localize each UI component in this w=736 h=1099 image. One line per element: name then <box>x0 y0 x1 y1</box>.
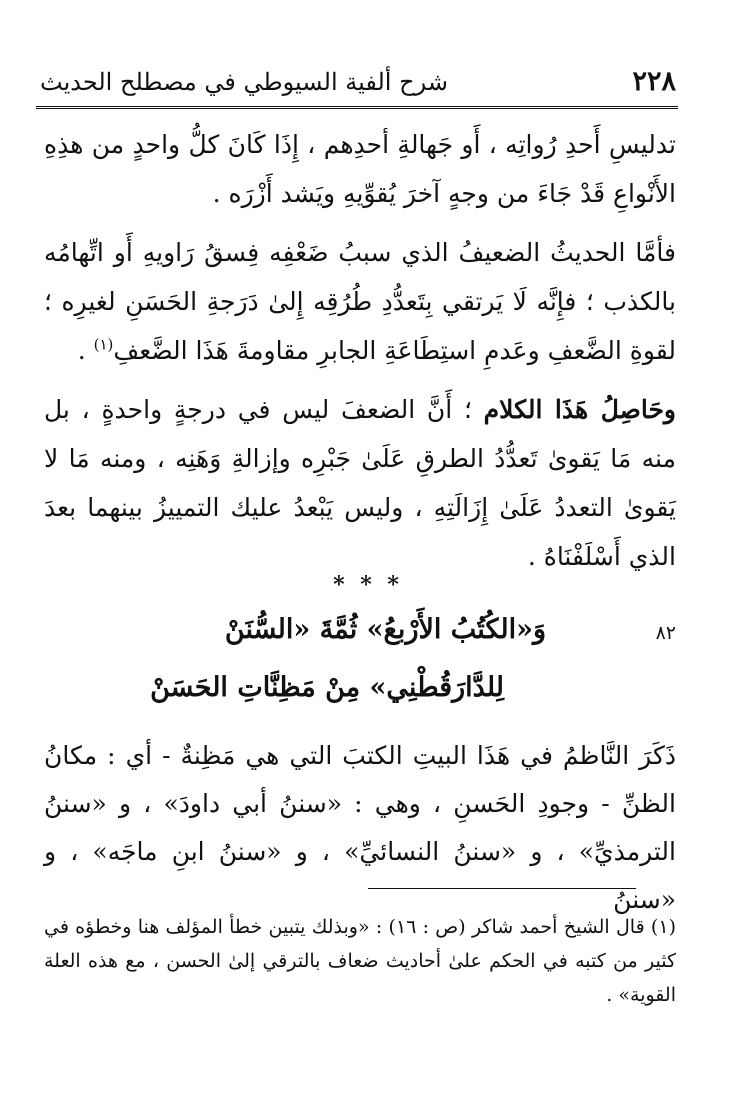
page-header <box>40 62 676 102</box>
paragraph-2-trail: . <box>77 336 94 365</box>
paragraph-3 <box>44 385 676 581</box>
paragraph-3-lead: وحَاصِلُ هَذَا الكلام <box>483 395 676 424</box>
header-divider <box>36 106 678 109</box>
paragraph-1-text: تدليسِ أَحدِ رُواتِه ، أَو جَهالةِ أحدِهم ، إِذَا كَانَ كلُّ واحدٍ من هذِهِ الأَنْواعِ قَدْ جَاءَ من وجهٍ آخرَ يُقوِّيهِ ويَشد أَزْرَه . <box>44 130 676 208</box>
page-number: ٢٢٨ <box>632 66 676 97</box>
verse-number: ٨٢ <box>655 622 676 644</box>
commentary-text <box>44 732 676 924</box>
commentary-paragraph: ذَكَرَ النَّاظمُ في هَذَا البيتِ الكتبَ التي هي مَظِنةٌ - أي : مكانُ الظنِّ - وجودِ الحَسنِ ، وهي : «سننُ أبي داودَ» ، و «سننُ الترمذيِّ» ، و «سننُ النسائيِّ» ، و «سننُ ابنِ ماجَه» ، و «سننُ <box>44 741 676 914</box>
paragraph-2-text: فأمَّا الحديثُ الضعيفُ الذي سببُ ضَعْفِه فِسقُ رَاويهِ أَو اتِّهامُه بالكذب ؛ فإِنَّه لَا يَرتقي بِتَعدُّدِ طُرُقِه إِلىٰ دَرَجةِ الحَسَنِ لغيرِه ؛ لقوةِ الضَّعفِ وعَدمِ استِطَاعَةِ الجابرِ مقاومةَ هَذَا الضَّعفِ <box>44 238 676 365</box>
footnotes <box>44 910 676 1012</box>
paragraph-1 <box>44 120 676 218</box>
footnote-marker[interactable]: (١) <box>93 335 114 354</box>
section-separator: * * * <box>333 572 403 598</box>
footnote-1-text: قال الشيخ أحمد شاكر (ص : ١٦) : «وبذلك يتبين خطأ المؤلف هنا وخطؤه في كثير من كتبه في الحكم علىٰ أحاديث ضعاف بالترقي إلىٰ الحسن ، مع هذه العلة القوية» . <box>44 916 676 1006</box>
paragraph-3-text: ؛ أَنَّ الضعفَ ليس في درجةٍ واحدةٍ ، بل منه مَا يَقوىٰ تَعدُّدُ الطرقِ عَلَىٰ جَبْرِه وإزالةِ وَهَنِه ، ومنه مَا لا يَقوىٰ التعددُ عَلَىٰ إِزَالَتِهِ ، وليس يَبْعدُ عليك التمييزُ بينهما بعدَ الذي أَسْلَفْنَاهُ . <box>44 395 676 571</box>
paragraph-2 <box>44 228 676 375</box>
footnote-1 <box>44 910 676 1012</box>
verse-first-hemistich: وَ«الكُتُبُ الأَرْبعُ» ثُمَّةَ «السُّنَنْ <box>224 614 546 645</box>
footnote-divider <box>368 888 636 889</box>
verse-second-hemistich: لِلدَّارَقُطْنِي» مِنْ مَظِنَّاتِ الحَسَنْ <box>150 672 504 703</box>
main-text <box>44 120 676 591</box>
running-title: شرح ألفية السيوطي في مصطلح الحديث <box>40 68 448 96</box>
footnote-1-marker: (١) <box>650 916 676 938</box>
